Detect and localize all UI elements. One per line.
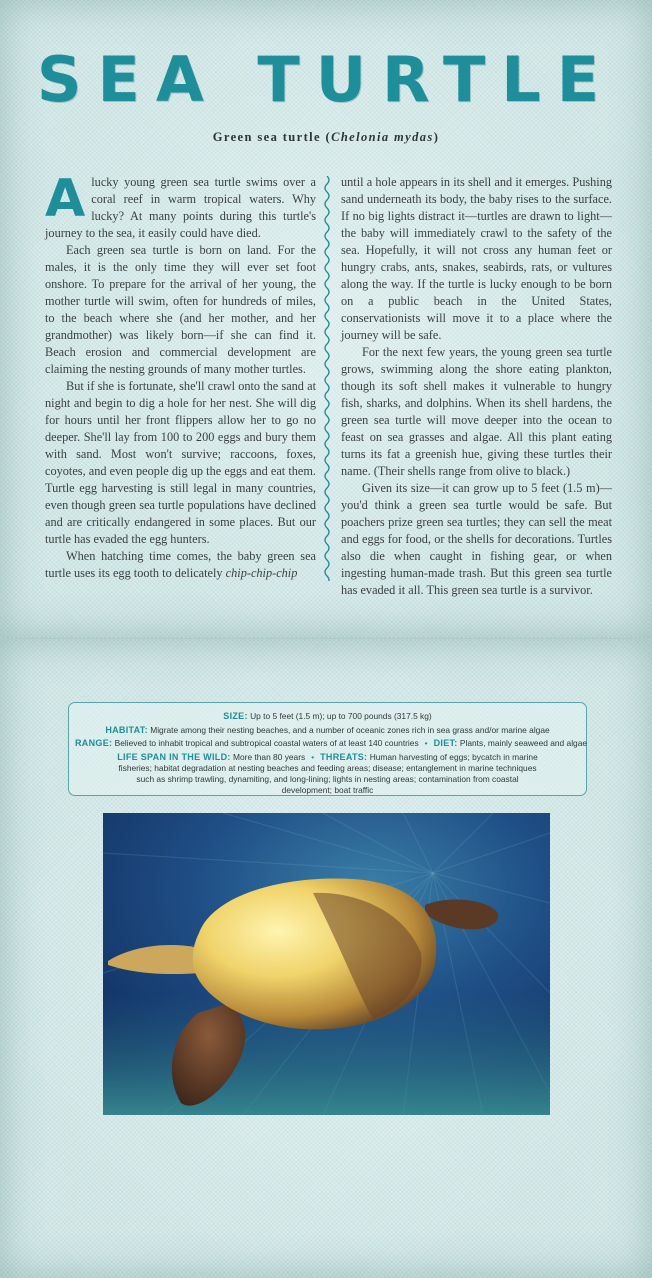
drop-cap: A <box>45 169 86 229</box>
fact-lifespan-threats <box>75 752 580 796</box>
chip-chip-emphasis: chip-chip-chip <box>225 566 298 580</box>
diet-value: Plants, mainly seaweed and algae <box>459 738 588 748</box>
range-label: RANGE: <box>75 738 113 748</box>
size-value: Up to 5 feet (1.5 m); up to 700 pounds (317.5 kg) <box>250 711 432 721</box>
size-label: SIZE: <box>223 711 248 721</box>
page-two <box>0 638 652 1278</box>
paragraph-4 <box>45 548 316 582</box>
left-text-column <box>45 169 316 582</box>
threats-label: THREATS: <box>320 751 368 762</box>
subtitle-prefix: Green sea turtle ( <box>212 130 332 144</box>
lifespan-value: More than 80 years <box>233 751 306 762</box>
lifespan-label: LIFE SPAN IN THE WILD: <box>117 751 231 762</box>
threats-value: Human harvesting of eggs; bycatch in marine fisheries; habitat degradation at nesting beaches and feeding areas; disease; entanglement in marine techniques such as shrimp trawling, dynamiting, and long-lining; lights in nesting areas; contamination from coastal development; boat traffic <box>118 751 538 795</box>
turtle-photo <box>103 813 550 1115</box>
fact-range-diet <box>75 738 588 749</box>
wavy-column-divider <box>322 176 332 581</box>
page-one <box>0 0 652 638</box>
habitat-value: Migrate among their nesting beaches, and a number of oceanic zones rich in sea grass and/or marine algae <box>150 724 550 735</box>
turtle-illustration <box>103 813 550 1115</box>
paragraph-2: Each green sea turtle is born on land. For the males, it is the only time they will ever set foot onshore. To prepare for the arrival of her young, the mother turtle will swim, often for hundreds of miles, to the beach where she (and her mother, and her grandmother) was likely born—if she can find it. Beach erosion and commercial development are claiming the nesting grounds of many mother turtles. <box>45 243 316 376</box>
paragraph-3: But if she is fortunate, she'll crawl onto the sand at night and begin to dig a hole for her nest. She will dig for hours until her front flippers allow her to go no deeper. She'll lay from 100 to 200 eggs and bury them with sand. Most won't survive; raccoons, foxes, coyotes, and even people dig up the eggs and eat them. Turtle egg harvesting is still legal in many countries, even though green sea turtle populations have declined and are critically endangered in some places. But our turtle has evaded the egg hunters. <box>45 379 316 546</box>
fact-size <box>75 711 580 722</box>
paragraph-5: until a hole appears in its shell and it emerges. Pushing sand underneath its body, the baby rises to the surface. If no big lights distract it—turtles are drawn to light—the baby will immediately crawl to the safety of the sea. Hopefully, it will not cross any human feet or hungry crabs, ants, snakes, seabirds, rats, or vultures along the way. If the turtle is lucky enough to be born on a public beach in the United States, conservationists will move it to a place where the journey will be safe. <box>341 175 612 342</box>
paragraph-7: Given its size—it can grow up to 5 feet (1.5 m)—you'd think a green sea turtle would be safe. But poachers prize green sea turtles; they can sell the meat and eggs for food, or the shells for decorations. Turtles also die when caught in fishing gear, or when ingesting human-made trash. But this green sea turtle has evaded it all. This green sea turtle is a survivor. <box>341 481 612 597</box>
habitat-label: HABITAT: <box>105 724 148 735</box>
scientific-name: Chelonia mydas <box>331 130 434 144</box>
paragraph-4-text: When hatching time comes, the baby green sea turtle uses its egg tooth to delicately <box>45 549 316 580</box>
species-subtitle <box>0 130 652 145</box>
separator-dot: • <box>311 751 315 762</box>
right-text-column <box>341 174 612 599</box>
subtitle-suffix: ) <box>433 130 440 144</box>
diet-label: DIET: <box>433 738 458 748</box>
paragraph-1-text: lucky young green sea turtle swims over a coral reef in warm tropical waters. Why lucky? At many points during this turtle's journey to the sea, it easily could have died. <box>45 175 316 240</box>
separator-dot: • <box>424 738 428 748</box>
paragraph-6: For the next few years, the young green sea turtle grows, swimming along the shore eating plankton, though its soft shell makes it vulnerable to hungry fish, sharks, and dolphins. When its shell hardens, the green sea turtle will move deeper into the ocean to feast on sea grasses and algae. All this plant eating turns its fat a greenish hue, giving these turtles their name. (Their shells range from olive to black.) <box>341 345 612 478</box>
fact-box <box>68 702 587 796</box>
paragraph-1 <box>45 169 316 242</box>
range-value: Believed to inhabit tropical and subtropical coastal waters of at least 140 countries <box>114 738 419 748</box>
fact-habitat <box>75 725 580 736</box>
page-title: SEA TURTLE <box>36 43 616 116</box>
